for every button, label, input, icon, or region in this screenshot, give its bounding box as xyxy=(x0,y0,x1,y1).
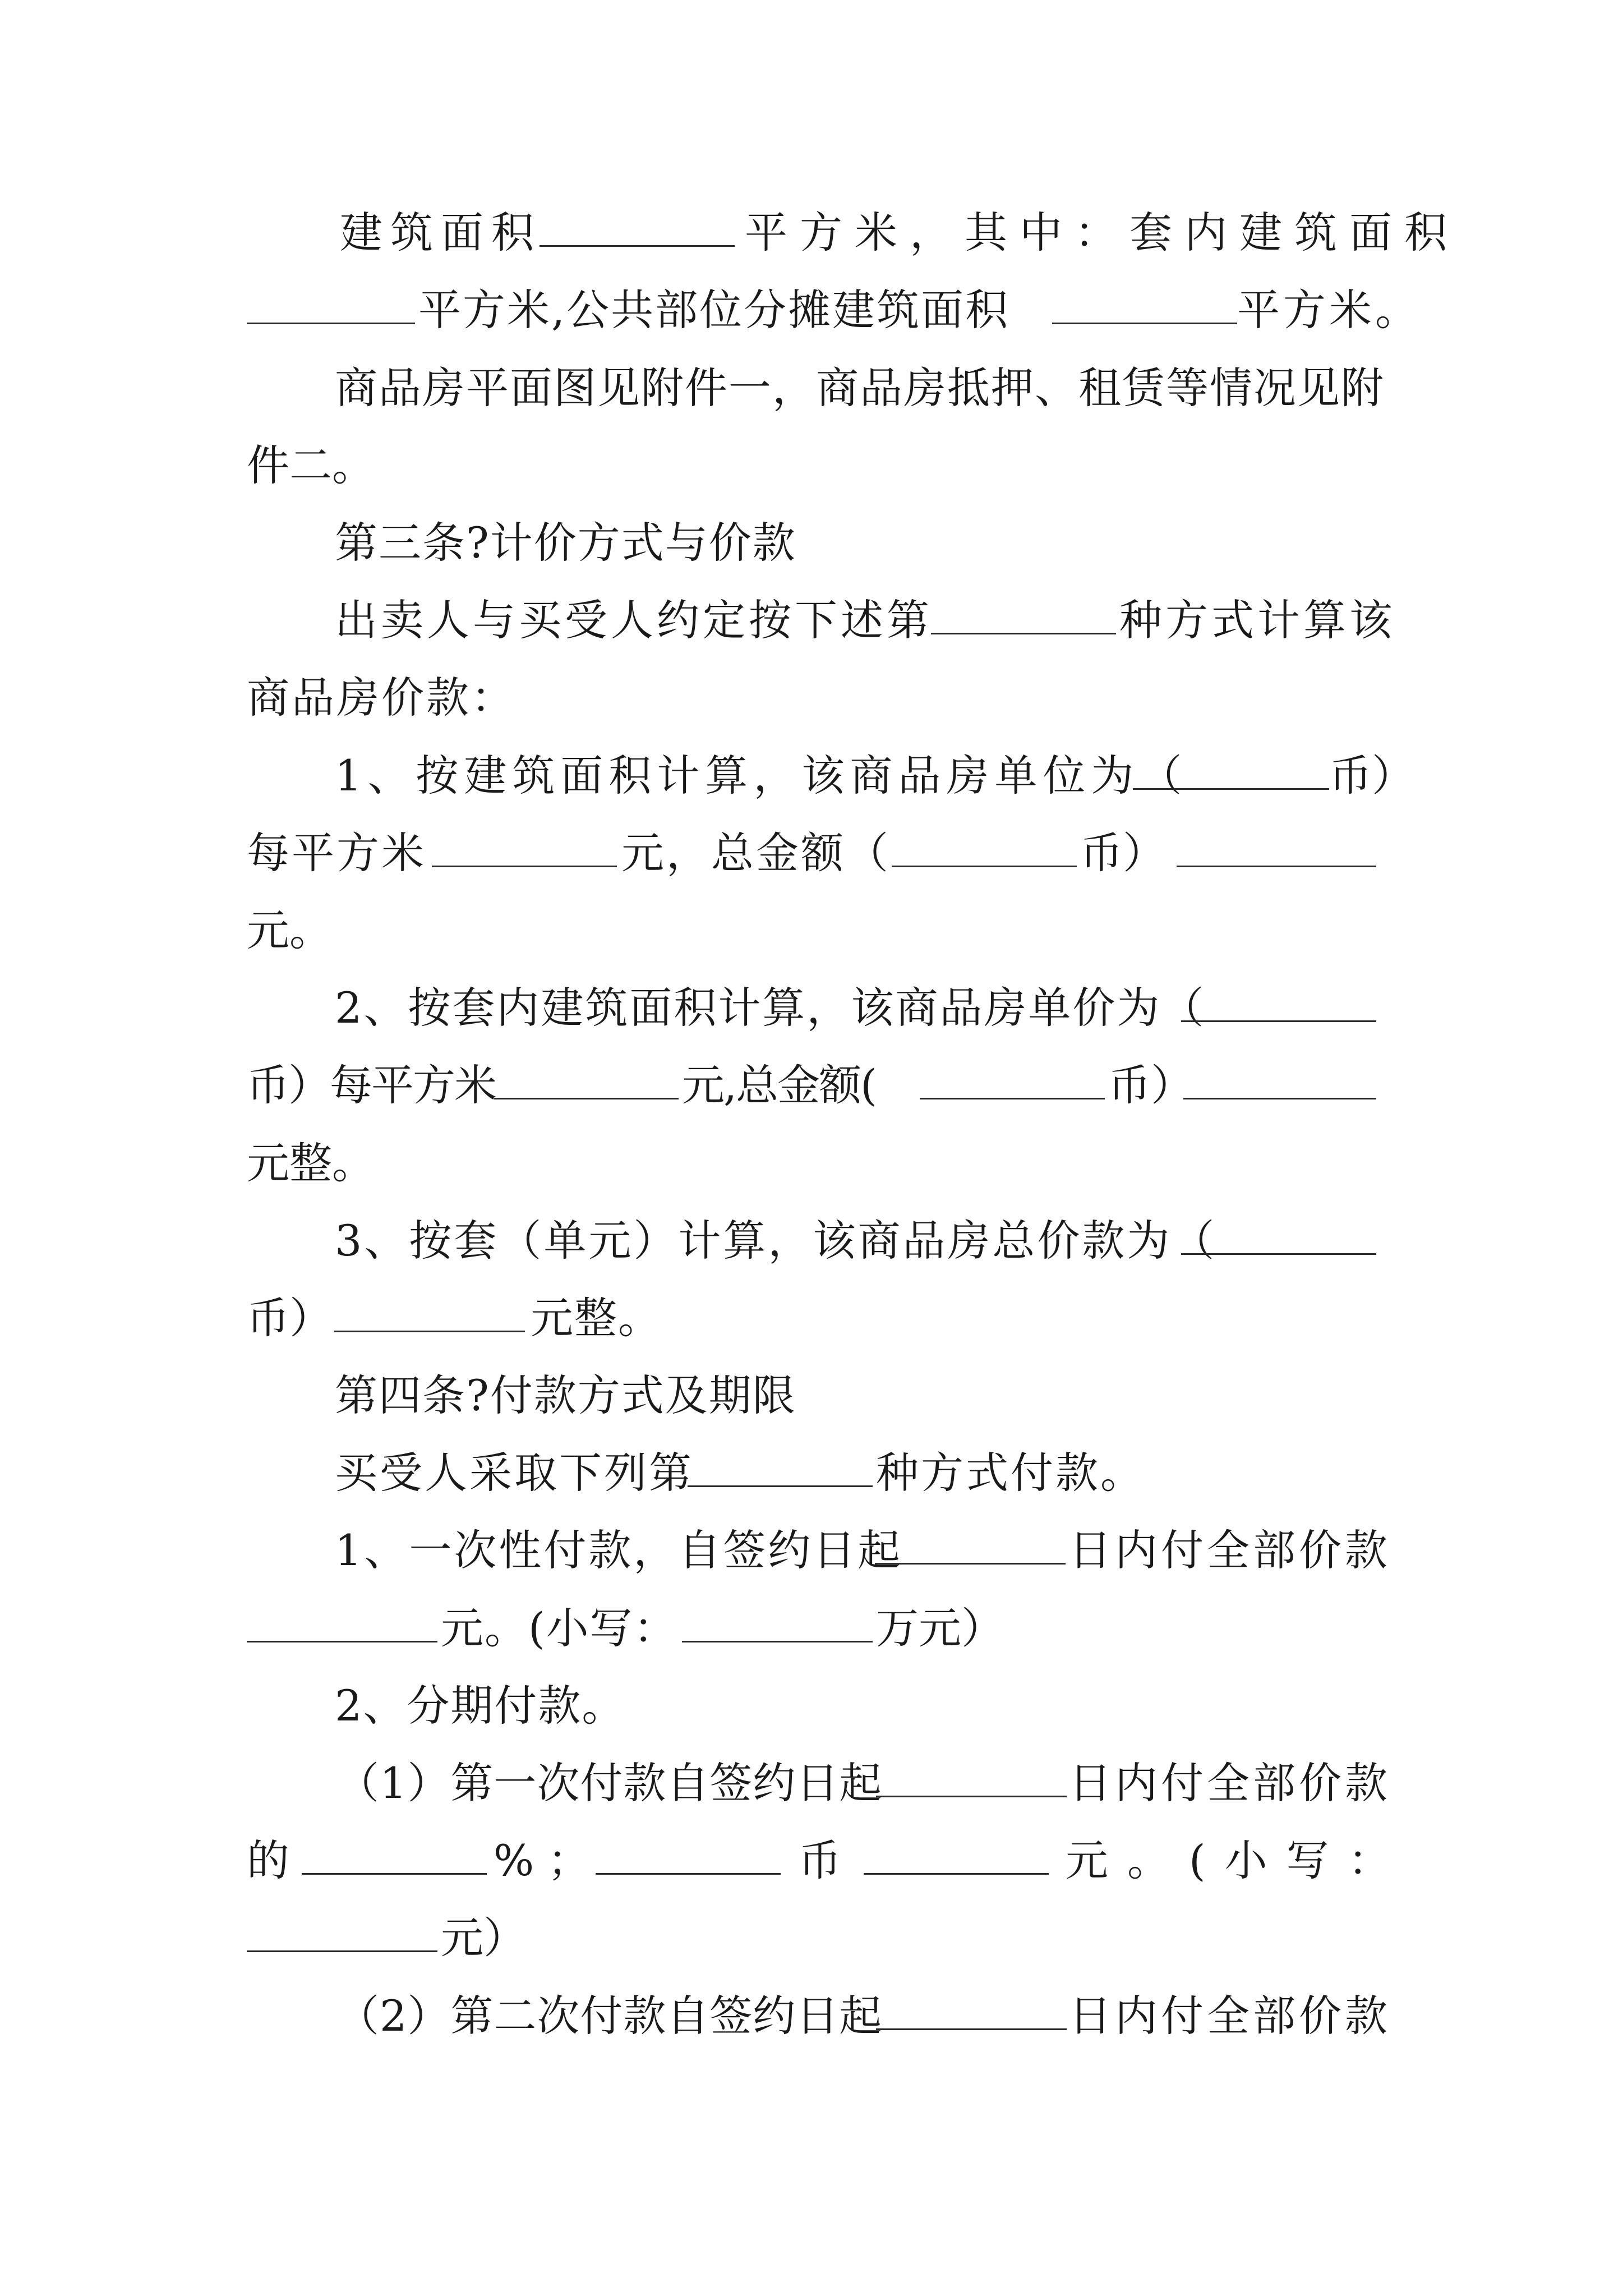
text-line xyxy=(0,194,1623,272)
fill-in-blank[interactable] xyxy=(247,1641,437,1642)
text-line xyxy=(0,814,1623,892)
text-line xyxy=(0,737,1623,815)
text-line xyxy=(0,1977,1623,2055)
text-segment: 种方式计算该 xyxy=(1119,595,1395,645)
text-segment: 币） xyxy=(1108,1060,1193,1110)
fill-in-blank[interactable] xyxy=(1177,866,1376,867)
fill-in-blank[interactable] xyxy=(432,866,617,867)
text-line xyxy=(0,581,1623,660)
text-segment: 出卖人与买受人约定按下述第 xyxy=(335,595,933,645)
text-segment: 买受人采取下列第 xyxy=(335,1448,694,1498)
text-segment: 元。(小写： xyxy=(1066,1835,1410,1885)
text-segment: 万元） xyxy=(876,1603,1004,1653)
fill-in-blank[interactable] xyxy=(540,245,735,247)
text-segment: 币）每平方米 xyxy=(247,1060,496,1110)
text-line xyxy=(0,1744,1623,1823)
text-segment: 种方式付款。 xyxy=(876,1448,1145,1498)
text-segment: 商品房平面图见附件一，商品房抵押、租赁等情况见附 xyxy=(335,363,1385,413)
text-segment: （1）第一次付款自签约日起 xyxy=(336,1758,883,1808)
fill-in-blank[interactable] xyxy=(920,1098,1105,1099)
text-segment: 3、按套（单元）计算，该商品房总价款为（ xyxy=(335,1216,1217,1266)
fill-in-blank[interactable] xyxy=(875,1563,1066,1565)
text-segment: 的 xyxy=(247,1835,289,1885)
text-segment: 日内付全部价款 xyxy=(1069,1991,1391,2041)
text-segment: 日内付全部价款 xyxy=(1069,1758,1391,1808)
fill-in-blank[interactable] xyxy=(1052,323,1237,324)
text-line xyxy=(0,271,1623,349)
text-segment: 日内付全部价款 xyxy=(1069,1525,1391,1575)
text-segment: 币） xyxy=(247,1293,332,1343)
fill-in-blank[interactable] xyxy=(1181,1253,1376,1255)
text-segment: 元。 xyxy=(247,905,332,955)
fill-in-blank[interactable] xyxy=(1183,1098,1376,1099)
text-segment: 平方米,公共部位分摊建筑面积 xyxy=(418,285,1010,335)
text-segment: 元。(小写： xyxy=(441,1603,677,1653)
text-segment: 元整。 xyxy=(531,1293,662,1343)
fill-in-blank[interactable] xyxy=(494,1098,679,1099)
fill-in-blank[interactable] xyxy=(876,2028,1067,2030)
text-segment: 平方米。 xyxy=(1237,285,1421,335)
text-segment: 件二。 xyxy=(247,440,375,490)
text-segment: %； xyxy=(494,1835,604,1885)
text-line xyxy=(0,349,1623,427)
text-line xyxy=(0,1279,1623,1358)
fill-in-blank[interactable] xyxy=(334,1331,525,1332)
text-line xyxy=(0,1434,1623,1512)
text-line xyxy=(0,1511,1623,1590)
fill-in-blank[interactable] xyxy=(688,1485,873,1487)
fill-in-blank[interactable] xyxy=(876,1796,1067,1797)
text-line xyxy=(0,1821,1623,1900)
text-segment: 商品房价款： xyxy=(247,673,516,723)
text-segment: 币） xyxy=(1329,751,1414,800)
text-segment: 币） xyxy=(1080,828,1165,878)
fill-in-blank[interactable] xyxy=(892,866,1077,867)
text-segment: 币 xyxy=(799,1835,841,1885)
text-line xyxy=(0,1202,1623,1280)
text-line xyxy=(0,1046,1623,1125)
text-line xyxy=(0,1589,1623,1668)
text-segment: 第三条?计价方式与价款 xyxy=(335,518,796,568)
fill-in-blank[interactable] xyxy=(1181,1020,1376,1022)
text-segment: 元，总金额（ xyxy=(621,828,891,878)
text-line xyxy=(0,1667,1623,1745)
text-segment: 元） xyxy=(441,1913,526,1963)
text-line xyxy=(0,969,1623,1047)
section-heading xyxy=(0,504,1623,582)
text-segment: 1、一次性付款，自签约日起 xyxy=(335,1525,903,1575)
text-segment: （2）第二次付款自签约日起 xyxy=(336,1991,883,2041)
fill-in-blank[interactable] xyxy=(247,323,415,324)
fill-in-blank[interactable] xyxy=(1133,788,1329,790)
text-line xyxy=(0,426,1623,505)
fill-in-blank[interactable] xyxy=(864,1873,1049,1875)
text-segment: 元,总金额( xyxy=(682,1060,876,1110)
section-heading xyxy=(0,1356,1623,1435)
text-segment: 建筑面积 xyxy=(340,208,542,257)
fill-in-blank[interactable] xyxy=(247,1950,437,1952)
fill-in-blank[interactable] xyxy=(302,1873,487,1875)
text-segment: 2、分期付款。 xyxy=(335,1681,626,1731)
text-segment: 每平方米 xyxy=(247,828,426,878)
text-line xyxy=(0,659,1623,737)
fill-in-blank[interactable] xyxy=(931,633,1116,634)
text-segment: 平方米，其中：套内建筑面积 xyxy=(745,208,1459,257)
text-segment: 第四条?付款方式及期限 xyxy=(335,1370,796,1420)
text-segment: 2、按套内建筑面积计算，该商品房单价为（ xyxy=(335,983,1206,1033)
text-segment: 元整。 xyxy=(247,1138,375,1188)
text-segment: 1、按建筑面积计算，该商品房单位为（ xyxy=(335,751,1188,800)
text-line xyxy=(0,891,1623,970)
fill-in-blank[interactable] xyxy=(682,1641,873,1642)
text-line xyxy=(0,1899,1623,1977)
text-line xyxy=(0,1124,1623,1203)
fill-in-blank[interactable] xyxy=(596,1873,781,1875)
